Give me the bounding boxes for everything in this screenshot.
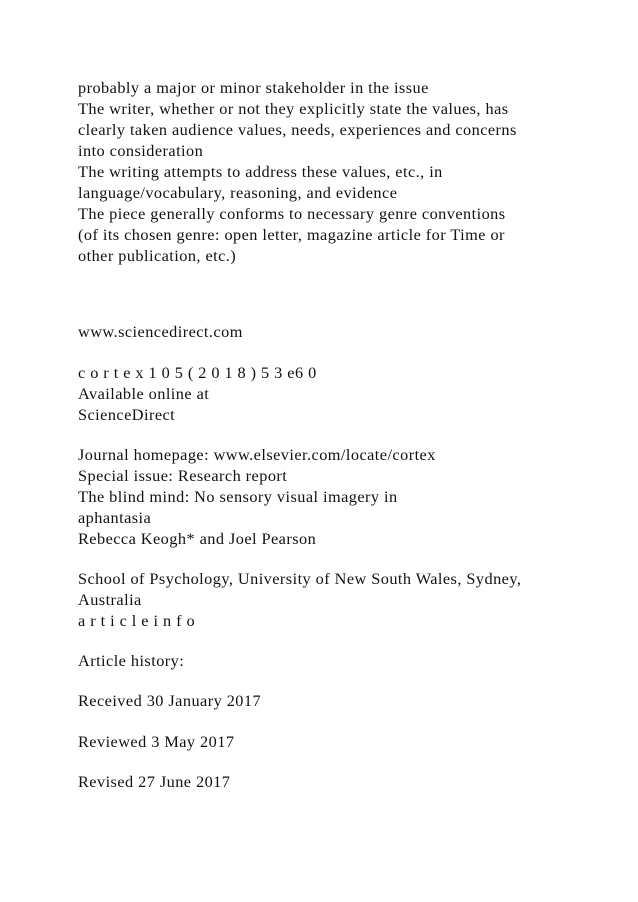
authors: Rebecca Keogh* and Joel Pearson [78, 529, 317, 548]
text-line: language/vocabulary, reasoning, and evidence [78, 183, 398, 202]
text-line: into consideration [78, 141, 204, 160]
issue-type: Special issue: Research report [78, 466, 288, 485]
article-title-cont: aphantasia [78, 508, 152, 527]
reviewed-date: Reviewed 3 May 2017 [78, 732, 235, 751]
received-date: Received 30 January 2017 [78, 691, 262, 710]
journal-citation: c o r t e x 1 0 5 ( 2 0 1 8 ) 5 3 e6 0 [78, 363, 317, 382]
affiliation: School of Psychology, University of New South Wales, Sydney, [78, 569, 522, 588]
journal-homepage: Journal homepage: www.elsevier.com/locate/cortex [78, 445, 436, 464]
text-line: (of its chosen genre: open letter, magazine article for Time or [78, 225, 505, 244]
text-line: The writing attempts to address these values, etc., in [78, 162, 443, 181]
article-title: The blind mind: No sensory visual imagery in [78, 487, 398, 506]
revised-date: Revised 27 June 2017 [78, 772, 231, 791]
text-line: clearly taken audience values, needs, experiences and concerns [78, 120, 517, 139]
text-line: probably a major or minor stakeholder in the issue [78, 78, 429, 97]
text-line: Available online at [78, 384, 210, 403]
affiliation-cont: Australia [78, 590, 142, 609]
text-line: ScienceDirect [78, 405, 176, 424]
article-history-label: Article history: [78, 651, 185, 670]
article-info-heading: a r t i c l e i n f o [78, 611, 196, 630]
text-line: other publication, etc.) [78, 246, 237, 265]
text-line: The writer, whether or not they explicitly state the values, has [78, 99, 509, 118]
source-url: www.sciencedirect.com [78, 322, 243, 341]
text-line: The piece generally conforms to necessary genre conventions [78, 204, 506, 223]
